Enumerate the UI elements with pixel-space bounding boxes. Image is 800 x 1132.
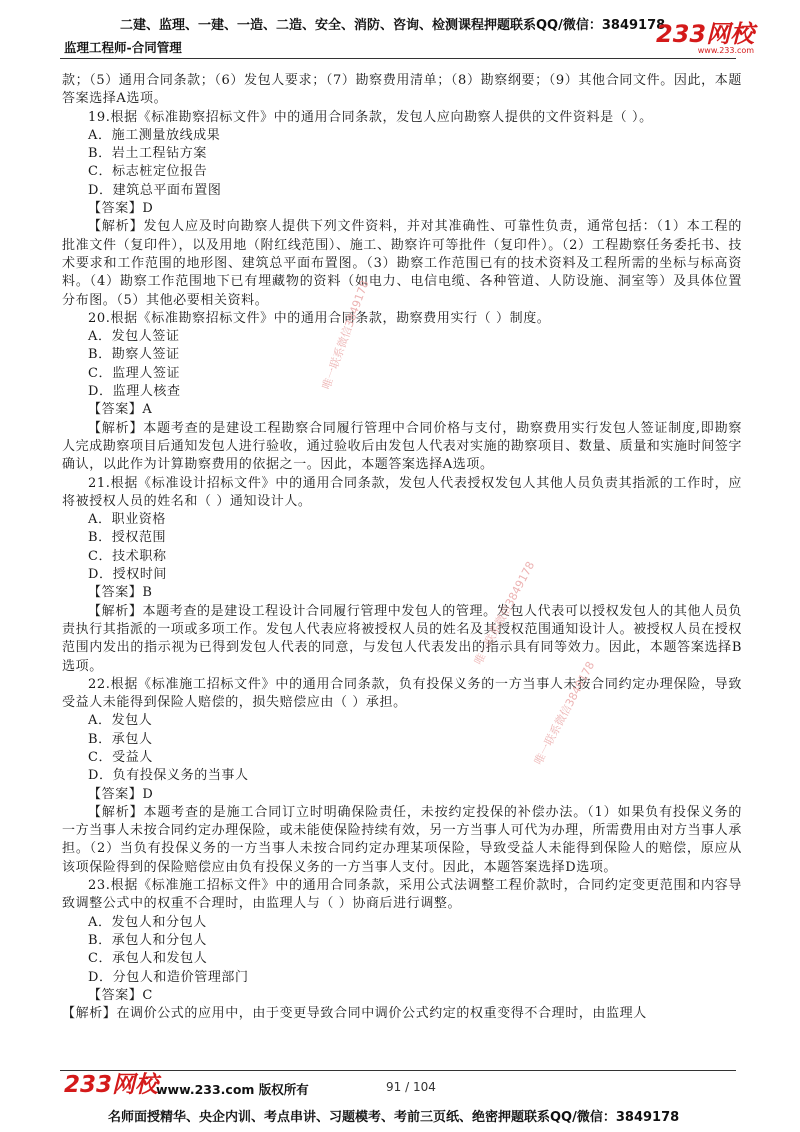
answer-option: B．授权范围 <box>88 530 167 546</box>
answer-option: C．受益人 <box>88 749 153 765</box>
document-body <box>62 72 742 1023</box>
answer-option: B．承包人和分包人 <box>88 932 207 948</box>
header-logo <box>656 22 754 55</box>
answer-explanation: 【解析】发包人应及时向勘察人提供下列文件资料，并对其准确性、可靠性负责，通常包括：（1）本工程的批准文件（复印件），以及用地（附红线范围）、施工、勘察许可等批件（复印件）。（2）工程勘察任务委托书、技术要求和工作范围的地形图、建筑总平面布置图。（3）勘察工作范围已有的技术资料及工程所需的坐标与标高资料。（4）勘察工作范围地下已有埋藏物的资料（如电力、电信电缆、各种管道、人防设施、洞室等）及具体位置分布图。（5）其他必要相关资料。 <box>62 219 742 308</box>
body-paragraph: 款；（5）通用合同条款；（6）发包人要求；（7）勘察费用清单；（8）勘察纲要；（9）其他合同文件。因此，本题答案选择A选项。 <box>62 73 742 107</box>
answer-option: C．承包人和发包人 <box>88 951 208 967</box>
answer-key: 【答案】A <box>88 402 153 418</box>
answer-explanation: 【解析】本题考查的是建设工程设计合同履行管理中发包人的管理。发包人代表可以授权发包人的其他人员负责执行其指派的一项或多项工作。发包人代表应将被授权人员的姓名及其授权范围通知设计人。被授权人员在授权范围内发出的指示视为已得到发包人代表的同意，与发包人代表发出的指示具有同等效力。因此，本题答案选择B选项。 <box>62 603 743 674</box>
answer-option: D．授权时间 <box>88 567 168 583</box>
answer-option: A．施工测量放线成果 <box>88 127 221 143</box>
answer-explanation: 【解析】本题考查的是建设工程勘察合同履行管理中合同价格与支付，勘察费用实行发包人签证制度,即勘察人完成勘察项目后通知发包人进行验收，通过验收后由发包人代表对实施的勘察项目、数量、质量和实施时间签字确认，以此作为计算勘察费用的依据之一。因此，本题答案选择A选项。 <box>62 420 743 473</box>
answer-option: B．承包人 <box>88 731 153 747</box>
answer-option: A．发包人签证 <box>88 329 180 345</box>
answer-option: C．技术职称 <box>88 548 167 564</box>
page-footer <box>0 1072 800 1132</box>
answer-key: 【答案】B <box>88 585 153 601</box>
watermark: 唯一联系微信3849178 <box>531 659 598 768</box>
footer-logo: 233网校 <box>64 1072 159 1098</box>
answer-option: A．发包人和分包人 <box>88 914 207 930</box>
page-number: 91 / 104 <box>386 1080 436 1094</box>
question-stem: 22.根据《标准施工招标文件》中的通用合同条款，负有投保义务的一方当事人未按合同约定办理保险，导致受益人未能得到保险人赔偿的，损失赔偿应由（ ）承担。 <box>62 676 742 711</box>
question-stem: 23.根据《标准施工招标文件》中的通用合同条款，采用公式法调整工程价款时，合同约定变更范围和内容导致调整公式中的权重不合理时，由监理人与（ ）协商后进行调整。 <box>62 878 742 912</box>
header-contact-banner: 二建、监理、一建、一造、二造、安全、消防、咨询、检测课程押题联系QQ/微信：3849178 <box>120 18 666 33</box>
header-logo-text: 233网校 <box>656 20 755 48</box>
answer-option: A．职业资格 <box>88 512 166 528</box>
footer-contact-banner: 名师面授精华、央企内训、考点串讲、习题模考、考前三页纸、绝密押题联系QQ/微信：3849178 <box>108 1110 680 1125</box>
answer-option: D．建筑总平面布置图 <box>88 182 222 198</box>
footer-site-copyright: www.233.com 版权所有 <box>156 1082 309 1097</box>
answer-option: C．监理人签证 <box>88 365 181 381</box>
header-subject-title: 监理工程师-合同管理 <box>64 40 182 55</box>
answer-option: B．勘察人签证 <box>88 347 180 363</box>
answer-option: A．发包人 <box>88 713 153 729</box>
question-stem: 20.根据《标准勘察招标文件》中的通用合同条款，勘察费用实行（ ）制度。 <box>88 310 551 326</box>
answer-option: D．负有投保义务的当事人 <box>88 768 249 784</box>
header-logo-url: www.233.com <box>697 46 755 55</box>
answer-option: D．监理人核查 <box>88 384 181 400</box>
footer-divider <box>60 1070 736 1071</box>
page-header <box>0 0 800 70</box>
answer-explanation: 【解析】在调价公式的应用中，由于变更导致合同中调价公式约定的权重变得不合理时，由监理人 <box>62 1006 647 1022</box>
watermark: 唯一联系微信3849178 <box>319 278 372 392</box>
answer-option: C．标志桩定位报告 <box>88 164 208 180</box>
answer-option: D．分包人和造价管理部门 <box>88 969 249 985</box>
watermark: 唯一联系微信3849178 <box>471 559 538 668</box>
question-stem: 19.根据《标准勘察招标文件》中的通用合同条款，发包人应向勘察人提供的文件资料是（ ）。 <box>88 109 653 125</box>
answer-option: B．岩土工程钻方案 <box>88 146 207 162</box>
header-divider <box>60 58 736 59</box>
answer-key: 【答案】C <box>88 987 153 1003</box>
answer-key: 【答案】D <box>88 786 154 802</box>
answer-explanation: 【解析】本题考查的是施工合同订立时明确保险责任，未按约定投保的补偿办法。（1）如果负有投保义务的一方当事人未按合同约定办理保险，或未能使保险持续有效，另一方当事人可代为办理，所需费用由对方当事人承担。（2）当负有投保义务的一方当事人未按合同约定办理某项保险，导致受益人未能得到保险人的赔偿，原应从该项保险得到的保险赔偿应由负有投保义务的一方当事人支付。因此，本题答案选择D选项。 <box>62 804 743 875</box>
question-stem: 21.根据《标准设计招标文件》中的通用合同条款，发包人代表授权发包人其他人员负责其指派的工作时，应将被授权人员的姓名和（ ）通知设计人。 <box>62 475 742 509</box>
answer-key: 【答案】D <box>88 201 154 217</box>
